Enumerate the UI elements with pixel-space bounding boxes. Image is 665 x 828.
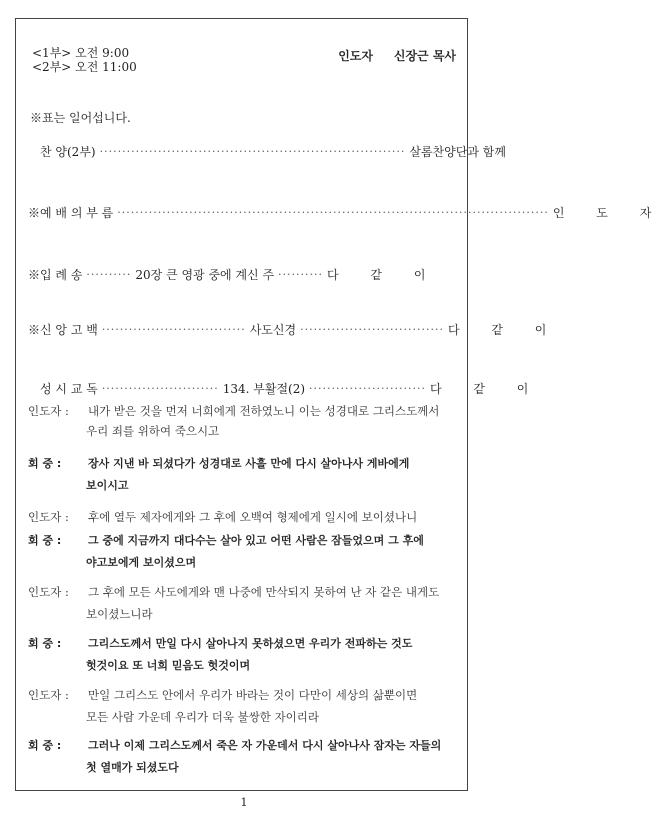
order-row-praise xyxy=(28,143,506,160)
litany-text: 첫 열매가 되셨도다 xyxy=(86,761,179,774)
litany-leader-4 xyxy=(28,688,458,724)
litany-text: 모든 사람 가운데 우리가 더욱 불쌍한 자이리라 xyxy=(86,710,320,724)
speaker-label: 인도자 : xyxy=(28,510,69,524)
speaker-label: 회 중 : xyxy=(28,534,62,547)
order-performer: 다 같 이 xyxy=(327,268,440,282)
dot-leader: ·········· xyxy=(86,268,132,281)
order-row-opening-hymn xyxy=(28,266,452,283)
leader-name: 신장근 목사 xyxy=(393,49,456,63)
order-performer: 다 같 이 xyxy=(447,323,561,337)
speaker-label: 회 중 : xyxy=(28,739,62,752)
order-detail: 134. 부활절(2) xyxy=(222,382,306,396)
dot-leader: ·········· xyxy=(278,268,324,281)
litany-text: 보이시고 xyxy=(86,479,129,492)
schedule-second-service: <2부> 오전 11:00 xyxy=(32,60,137,74)
speaker-label: 회 중 : xyxy=(28,457,62,470)
order-detail: 사도신경 xyxy=(249,323,297,337)
litany-text: 우리 죄를 위하여 죽으시고 xyxy=(86,424,220,438)
litany-congregation-2 xyxy=(28,534,458,570)
dot-leader: ································ xyxy=(300,323,444,336)
dot-leader: ································ xyxy=(101,323,246,336)
litany-leader-1 xyxy=(28,404,458,438)
litany-text: 그 후에 모든 사도에게와 맨 나중에 만삭되지 못하여 난 자 같은 내게도 xyxy=(88,585,440,599)
order-row-creed xyxy=(28,321,561,338)
litany-text: 만일 그리스도 안에서 우리가 바라는 것이 다만이 세상의 삶뿐이면 xyxy=(88,688,418,702)
order-performer: 다 같 이 xyxy=(429,382,543,396)
page-number: 1 xyxy=(240,796,248,809)
litany-congregation-4 xyxy=(28,739,458,775)
litany-text: 그리스도께서 만일 다시 살아나지 못하셨으면 우리가 전파하는 것도 xyxy=(88,637,413,650)
speaker-label: 인도자 : xyxy=(28,585,69,599)
dot-leader: ·························· xyxy=(309,382,426,395)
litany-leader-3 xyxy=(28,585,458,621)
order-performer: 살롬찬양단과 함께 xyxy=(409,145,506,159)
order-label: ※입 례 송 xyxy=(28,268,83,282)
order-performer: 인 도 자 xyxy=(552,206,665,220)
litany-congregation-1 xyxy=(28,457,458,493)
leader-heading xyxy=(338,47,456,64)
order-label: 성 시 교 독 xyxy=(40,382,98,396)
litany-text: 그 중에 지금까지 대다수는 살아 있고 어떤 사람은 잠들었으며 그 후에 xyxy=(88,534,424,547)
standing-note: ※표는 일어섭니다. xyxy=(30,111,131,125)
schedule-first-service: <1부> 오전 9:00 xyxy=(32,46,130,60)
litany-congregation-3 xyxy=(28,637,458,673)
speaker-label: 인도자 : xyxy=(28,688,69,702)
litany-text: 야고보에게 보이셨으며 xyxy=(86,556,197,569)
order-detail: 20장 큰 영광 중에 계신 주 xyxy=(135,268,275,282)
litany-text: 헛것이요 또 너희 믿음도 헛것이며 xyxy=(86,659,251,672)
order-label: ※신 앙 고 백 xyxy=(28,323,98,337)
dot-leader: ···································································· xyxy=(99,145,406,158)
speaker-label: 회 중 : xyxy=(28,637,62,650)
order-label: 찬 양(2부) xyxy=(40,145,96,159)
litany-leader-2 xyxy=(28,510,458,524)
dot-leader: ································································································ xyxy=(117,206,549,219)
order-row-call-to-worship xyxy=(28,204,665,221)
speaker-label: 인도자 : xyxy=(28,404,69,418)
litany-text: 후에 열두 제자에게와 그 후에 오백여 형제에게 일시에 보이셨나니 xyxy=(88,510,418,524)
litany-text: 그러나 이제 그리스도께서 죽은 자 가운데서 다시 살아나사 잠자는 자들의 xyxy=(88,739,442,752)
litany-text: 내가 받은 것을 먼저 너희에게 전하였노니 이는 성경대로 그리스도께서 xyxy=(88,404,440,418)
litany-text: 보이셨느니라 xyxy=(86,607,153,621)
litany-text: 장사 지낸 바 되셨다가 성경대로 사흘 만에 다시 살아나사 게바에게 xyxy=(88,457,410,470)
order-label: ※예 배 의 부 름 xyxy=(28,206,114,220)
order-row-responsive-reading xyxy=(28,380,543,397)
dot-leader: ·························· xyxy=(101,382,219,395)
leader-label: 인도자 xyxy=(338,49,373,63)
